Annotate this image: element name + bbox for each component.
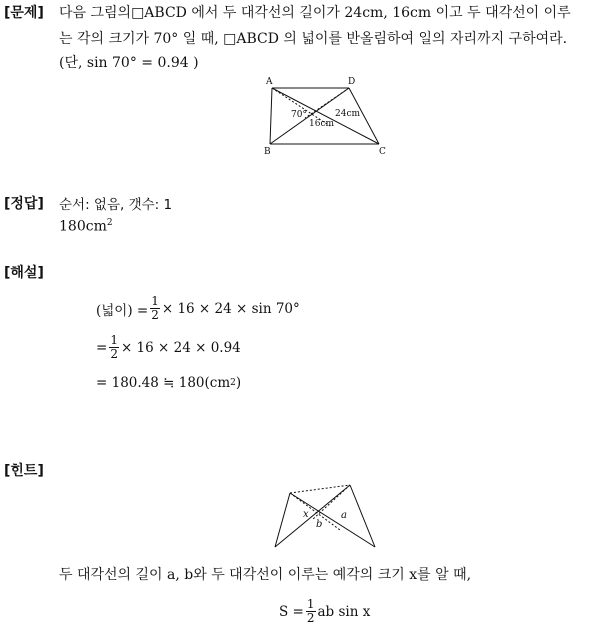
hint-side-top [290, 485, 350, 493]
answer-label: [정답] [4, 196, 44, 212]
angle-label: 70° [291, 110, 307, 120]
vertex-a: A [266, 77, 273, 87]
hint-label: [힌트] [4, 463, 44, 479]
answer-value: $180cm^2$ [59, 218, 113, 235]
hint-formula: S = $\frac{1}{2}$ ab sin x [279, 597, 371, 625]
dashed-line-2 [305, 88, 349, 118]
hint-label-x: x [303, 509, 309, 520]
answer-line-1: 순서: 없음, 갯수: 1 [59, 197, 173, 213]
hint-diagonal-1 [290, 493, 375, 547]
vertex-c: C [379, 147, 386, 157]
side-ba [270, 88, 272, 144]
dashed-line-1 [272, 88, 330, 126]
diagonal-ac [272, 88, 379, 144]
hint-dashed-2 [312, 485, 350, 520]
solution-eq-2: = $\frac{1}{2}$ × 16 × 24 × 0.94 [96, 333, 241, 361]
hint-text: 두 대각선의 길이 a, b와 두 대각선이 이루는 예각의 크기 x를 알 때, [59, 567, 472, 583]
fraction-half: $\frac{1}{2}$ [306, 597, 315, 625]
hint-dashed-1 [290, 493, 340, 530]
solution-eq-3: = 180.48 ≒ 180(cm 2 ) [96, 375, 242, 391]
hint-label-a: a [341, 510, 347, 521]
fraction-half: $\frac{1}{2}$ [110, 333, 118, 361]
solution-label: [해설] [4, 265, 44, 281]
fraction-half: $\frac{1}{2}$ [151, 294, 159, 322]
solution-eq-1: (넓이) = $\frac{1}{2}$ × 16 × 24 × sin 70° [96, 294, 300, 322]
side-dc [349, 88, 379, 144]
vertex-b: B [264, 147, 271, 157]
problem-line-3: (단, sin 70° = 0.94 ) [59, 55, 199, 71]
hint-side-left [275, 493, 290, 547]
hint-diagonal-2 [275, 485, 350, 547]
vertex-d: D [348, 77, 356, 87]
problem-line-1: 다음 그림의□ABCD 에서 두 대각선의 길이가 24cm, 16cm 이고 두 대각선이 이루 [59, 5, 571, 21]
problem-label: [문제] [4, 5, 44, 21]
hint-side-right [350, 485, 375, 547]
problem-line-2: 는 각의 크기가 70° 일 때, □ABCD 의 넓이를 반올림하여 일의 자리까지 구하여라. [59, 31, 568, 47]
hint-label-b: b [316, 519, 323, 530]
diag-16-label: 16cm [309, 119, 335, 129]
diagonal-bd [270, 88, 349, 144]
diag-24-label: 24cm [335, 109, 361, 119]
